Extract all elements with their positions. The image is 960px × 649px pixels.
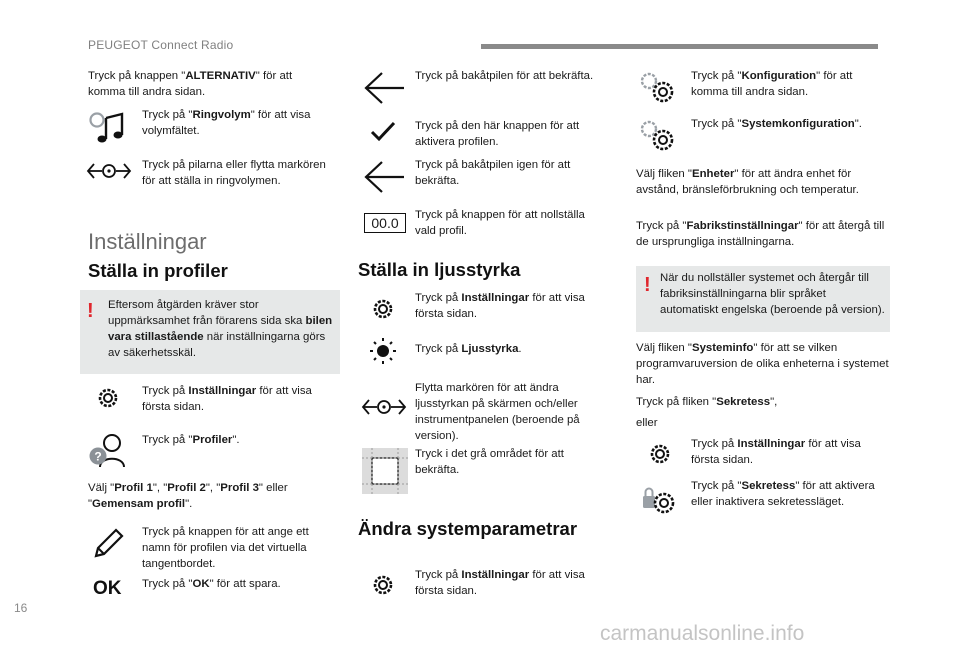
warning-icon: !	[644, 274, 651, 296]
settings2-text: Tryck på Inställningar för att visa första sidan.	[415, 569, 585, 597]
units-text: Välj fliken "Enheter" för att ändra enhet för avstånd, bränsleförbrukning och temperatur.	[636, 168, 859, 196]
system-configuration-icon	[638, 118, 678, 154]
section-title: Inställningar	[88, 229, 207, 254]
intro-paragraph: Tryck på knappen "ALTERNATIV" för att komma till andra sidan.	[88, 70, 293, 98]
settings-gear-icon	[95, 385, 121, 411]
ok-text: Tryck på "OK" för att spara.	[142, 578, 281, 590]
profile-user-icon	[88, 432, 130, 468]
heading-brightness: Ställa in ljusstyrka	[358, 259, 521, 280]
pencil-text: Tryck på knappen för att ange ett namn för profilen via det virtuella tangentbordet.	[142, 526, 309, 570]
back2-text: Tryck på bakåtpilen igen för att bekräfta.	[415, 159, 571, 187]
settings-text: Tryck på Inställningar för att visa första sidan.	[415, 292, 585, 320]
check-text: Tryck på den här knappen för att aktivera profilen.	[415, 120, 580, 148]
ring-volume-icon	[88, 108, 128, 148]
reset-icon: 00.0	[364, 213, 406, 233]
settings-gear-icon	[370, 296, 396, 322]
reset-text: Tryck på knappen för att nollställa vald profil.	[415, 209, 585, 237]
settings3-text: Tryck på Inställningar för att visa första sidan.	[691, 438, 861, 466]
cursor-text: Flytta markören för att ändra ljusstyrkan på skärmen och/eller instrumentpanelen (beroende på version).	[415, 382, 580, 442]
profiler-text: Tryck på "Profiler".	[142, 434, 240, 446]
settings-text: Tryck på Inställningar för att visa första sidan.	[142, 385, 312, 413]
or-text: eller	[636, 417, 658, 429]
back-arrow-icon	[364, 71, 406, 105]
back-arrow-icon	[364, 160, 406, 194]
configuration-gears-icon	[638, 70, 678, 106]
arrows-cursor-icon	[86, 160, 132, 182]
factory-text: Tryck på "Fabrikstinställningar" för att återgå till de ursprungliga inställningarna.	[636, 220, 885, 248]
privacy-text: Tryck på "Sekretess" för att aktivera eller inaktivera sekretessläget.	[691, 480, 875, 508]
back1-text: Tryck på bakåtpilen för att bekräfta.	[415, 70, 594, 82]
heading-system: Ändra systemparametrar	[358, 518, 578, 539]
sysinfo-text: Välj fliken "Systeminfo" för att se vilken programvaruversion de olika enheterna i systemet har.	[636, 342, 889, 386]
sysconfig-text: Tryck på "Systemkonfiguration".	[691, 118, 862, 130]
brightness-text: Tryck på Ljusstyrka.	[415, 343, 522, 355]
warning-box	[636, 266, 890, 332]
warning-box	[80, 290, 340, 374]
warning-text: Eftersom åtgärden kräver stor uppmärksamhet från förarens sida ska bilen vara stillastående när inställningarna görs av säkerhetsskäl.	[108, 299, 333, 359]
checkmark-icon	[370, 120, 396, 142]
header-bar	[481, 44, 878, 49]
warning-text: När du nollställer systemet och återgår till fabriksinställningarna blir språket automatiskt engelska (beroende på version).	[660, 272, 885, 316]
running-header: PEUGEOT Connect Radio	[88, 38, 234, 52]
svg-text:?: ?	[94, 449, 102, 464]
watermark: carmanualsonline.info	[600, 622, 805, 645]
arrows-text: Tryck på pilarna eller flytta markören för att ställa in ringvolymen.	[142, 159, 326, 187]
ok-label: OK	[93, 578, 122, 599]
grey-text: Tryck i det grå området för att bekräfta.	[415, 448, 564, 476]
heading-profiles: Ställa in profiler	[88, 260, 228, 281]
warning-icon: !	[87, 300, 94, 322]
brightness-icon	[366, 336, 400, 366]
config-text: Tryck på "Konfiguration" för att komma till andra sidan.	[691, 70, 853, 98]
settings-gear-icon	[647, 441, 673, 467]
choose-profile-text: Välj "Profil 1", "Profil 2", "Profil 3" eller "Gemensam profil".	[88, 482, 288, 510]
page-number: 16	[14, 601, 28, 615]
arrows-cursor-icon	[361, 396, 407, 418]
settings-gear-icon	[370, 572, 396, 598]
ringvolym-text: Tryck på "Ringvolym" för att visa volymfältet.	[142, 109, 311, 137]
privacy-lock-icon	[640, 484, 678, 518]
grey-area-icon	[362, 448, 408, 494]
pencil-icon	[92, 528, 124, 560]
privacy-tab-text: Tryck på fliken "Sekretess",	[636, 396, 778, 408]
